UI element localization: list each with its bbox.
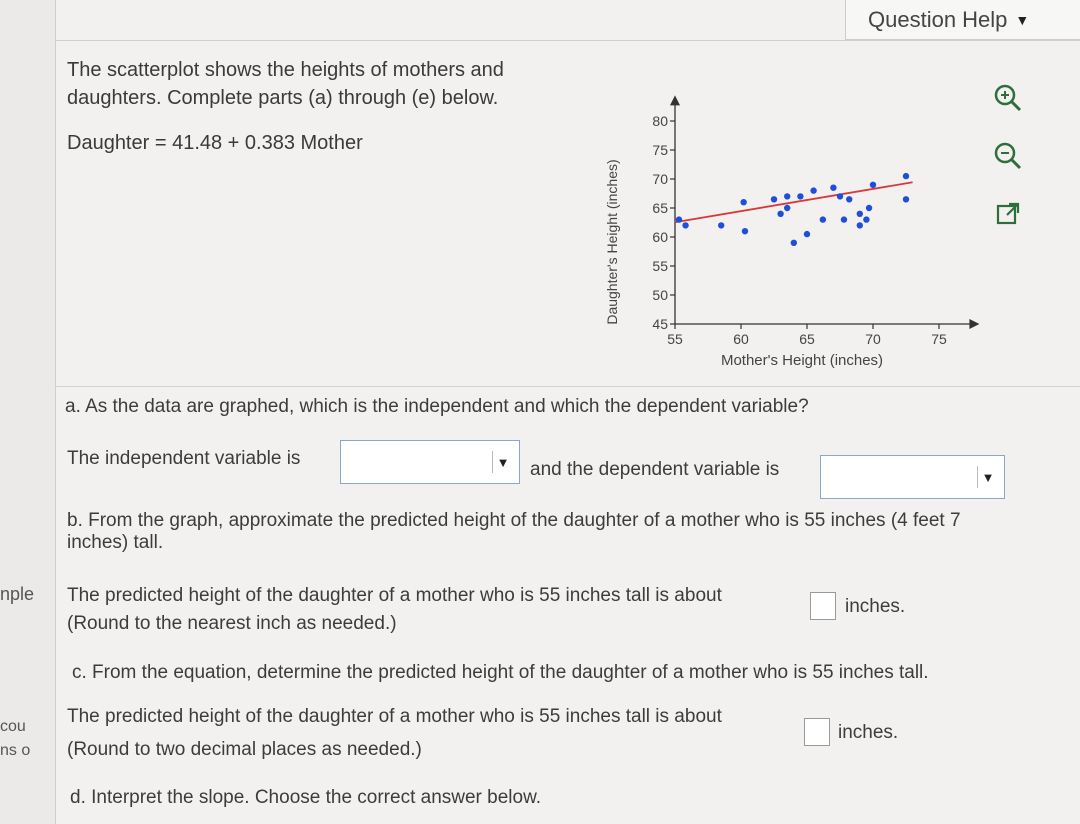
- y-axis-arrow-icon: [670, 95, 680, 105]
- problem-prompt: The scatterplot shows the heights of mothers and daughters. Complete parts (a) through (e) below.: [67, 59, 504, 109]
- data-point: [771, 196, 777, 202]
- data-point: [742, 228, 748, 234]
- part-c-answer-prefix: The predicted height of the daughter of a mother who is 55 inches tall is about: [67, 706, 722, 727]
- dependent-variable-dropdown[interactable]: [820, 455, 1005, 499]
- caret-down-icon: ▼: [1015, 11, 1030, 28]
- data-point: [791, 240, 797, 246]
- data-point: [866, 205, 872, 211]
- data-point: [830, 185, 836, 191]
- data-point: [863, 216, 869, 222]
- data-point: [682, 222, 688, 228]
- y-axis-label: Daughter's Height (inches): [604, 159, 620, 325]
- left-edge-text-2: cou: [0, 718, 26, 735]
- y-tick-label: 75: [652, 142, 668, 158]
- part-d-question: d. Interpret the slope. Choose the correct answer below.: [70, 787, 542, 808]
- x-axis-arrow-icon: [969, 319, 979, 329]
- x-tick-label: 55: [667, 331, 683, 347]
- data-point: [784, 205, 790, 211]
- independent-label: The independent variable is: [67, 448, 301, 469]
- left-edge-text-1: nple: [0, 584, 35, 604]
- part-b-answer-input[interactable]: [810, 592, 836, 620]
- y-tick-label: 50: [652, 287, 668, 303]
- data-point: [718, 222, 724, 228]
- part-c-answer-input[interactable]: [804, 718, 830, 746]
- regression-equation: Daughter = 41.48 + 0.383 Mother: [67, 132, 363, 154]
- data-point: [676, 216, 682, 222]
- y-tick-label: 55: [652, 258, 668, 274]
- data-point: [846, 196, 852, 202]
- y-tick-label: 45: [652, 316, 668, 332]
- data-point: [903, 173, 909, 179]
- data-point: [870, 182, 876, 188]
- dropdown-arrow-icon: ▼: [492, 451, 513, 473]
- data-point: [820, 216, 826, 222]
- zoom-out-icon[interactable]: [990, 138, 1026, 174]
- part-c-answer-suffix: inches.: [838, 722, 899, 743]
- part-b-round-note: (Round to the nearest inch as needed.): [67, 613, 397, 634]
- x-tick-label: 70: [865, 331, 881, 347]
- question-help-button[interactable]: [845, 0, 1080, 40]
- regression-line: [675, 182, 913, 222]
- x-axis-label: Mother's Height (inches): [720, 352, 884, 369]
- x-tick-label: 60: [733, 331, 749, 347]
- part-b-answer-prefix: The predicted height of the daughter of a mother who is 55 inches tall is about: [67, 585, 722, 606]
- section-divider: [55, 386, 1080, 387]
- dependent-label: and the dependent variable is: [530, 459, 780, 480]
- data-point: [841, 216, 847, 222]
- part-c-round-note: (Round to two decimal places as needed.): [67, 739, 422, 760]
- data-point: [804, 231, 810, 237]
- data-point: [740, 199, 746, 205]
- data-point: [784, 193, 790, 199]
- popout-icon[interactable]: [990, 196, 1026, 232]
- data-point: [837, 193, 843, 199]
- part-b-answer-suffix: inches.: [845, 596, 906, 617]
- data-point: [903, 196, 909, 202]
- y-tick-label: 80: [652, 113, 668, 129]
- question-help-label: Question Help: [868, 6, 1008, 32]
- data-point: [810, 187, 816, 193]
- part-a-question: a. As the data are graphed, which is the independent and which the dependent variable?: [65, 396, 809, 417]
- independent-variable-dropdown[interactable]: [340, 440, 520, 484]
- data-point: [857, 211, 863, 217]
- part-c-question: c. From the equation, determine the predicted height of the daughter of a mother who is 55 inches tall.: [72, 662, 929, 683]
- dropdown-arrow-icon: ▼: [977, 466, 998, 488]
- data-point: [857, 222, 863, 228]
- zoom-in-icon[interactable]: [990, 80, 1026, 116]
- y-tick-label: 70: [652, 171, 668, 187]
- y-tick-label: 60: [652, 229, 668, 245]
- data-point: [777, 211, 783, 217]
- data-point: [797, 193, 803, 199]
- x-tick-label: 75: [931, 331, 947, 347]
- x-tick-label: 65: [799, 331, 815, 347]
- figure-tools: [990, 80, 1026, 232]
- y-tick-label: 65: [652, 200, 668, 216]
- left-edge-text-3: ns o: [0, 742, 31, 759]
- top-divider: [55, 40, 1080, 41]
- part-b-question: b. From the graph, approximate the predicted height of the daughter of a mother who is 55 inches (4 feet 7 inches) tall.: [67, 510, 961, 553]
- left-edge-panel: [0, 0, 56, 824]
- scatterplot: [595, 60, 980, 375]
